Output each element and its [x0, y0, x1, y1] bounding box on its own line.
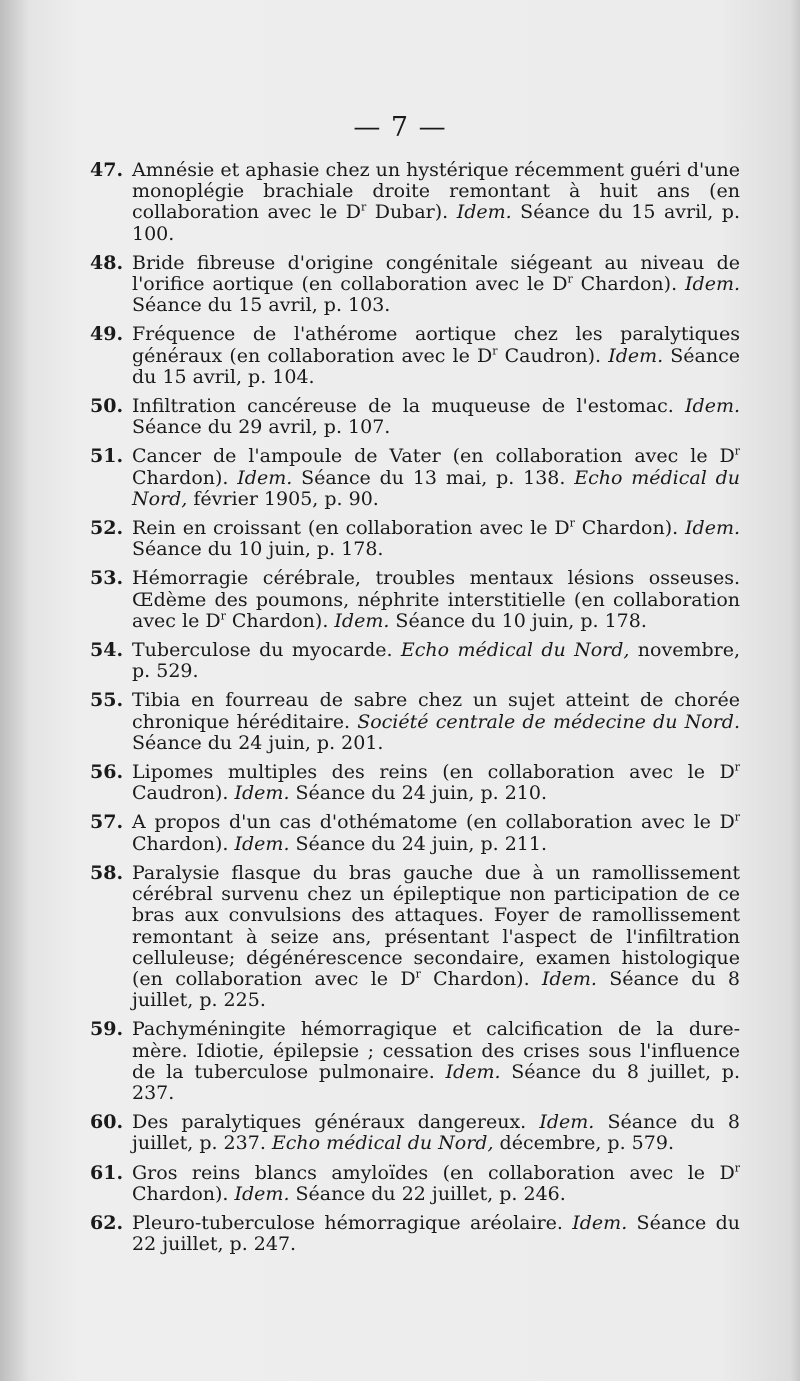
entry-fragment: Séance du 8 juillet, p. 225. — [132, 967, 740, 1012]
entry-fragment: Dubar). — [366, 201, 457, 224]
entry-fragment: Rein en croissant (en collaboration avec le D — [132, 517, 570, 540]
entry-number: 57. — [90, 811, 124, 834]
entry-text — [132, 1213, 740, 1255]
entry-fragment: Chardon). — [574, 517, 686, 540]
entry-fragment: février 1905, p. 90. — [187, 487, 379, 510]
entry-citation: Idem. — [234, 1182, 290, 1205]
entry-citation: Idem. — [445, 1060, 501, 1083]
bibliography-list — [90, 160, 740, 1263]
bibliography-entry — [90, 812, 740, 854]
entry-citation: Idem. — [685, 273, 740, 296]
entry-number: 54. — [90, 639, 124, 662]
entry-fragment: Bride fibreuse d'origine congénitale siégeant au niveau de l'orifice aortique (en collaboration avec le D — [132, 251, 740, 296]
bibliography-entry — [90, 762, 740, 804]
entry-citation: Idem. — [608, 344, 664, 367]
entry-fragment: Caudron). — [497, 344, 609, 367]
entry-fragment: A propos d'un cas d'othématome (en collaboration avec le D — [132, 811, 735, 834]
entry-citation: Echo médical du Nord, — [271, 1132, 494, 1155]
entry-fragment: Séance du 29 avril, p. 107. — [132, 416, 391, 439]
entry-fragment: novembre, p. 529. — [132, 639, 740, 683]
entry-number: 58. — [90, 861, 124, 884]
entry-fragment: Séance du 15 avril, p. 100. — [132, 201, 740, 245]
entry-fragment: Cancer de l'ampoule de Vater (en collaboration avec le D — [132, 445, 735, 468]
entry-citation: Idem. — [685, 395, 740, 418]
entry-fragment: Chardon). — [420, 967, 542, 990]
entry-fragment: Séance du 24 juin, p. 201. — [132, 731, 384, 754]
superscript: r — [360, 201, 367, 215]
entry-text — [132, 396, 740, 438]
entry-fragment: Chardon). — [572, 273, 686, 296]
entry-number: 61. — [90, 1161, 124, 1184]
entry-number: 48. — [90, 251, 124, 274]
entry-fragment: Séance du 8 juillet, p. 237. — [132, 1060, 740, 1104]
entry-text — [132, 1163, 740, 1205]
entry-number: 49. — [90, 323, 124, 346]
bibliography-entry — [90, 1213, 740, 1255]
entry-citation: Idem. — [237, 466, 293, 489]
entry-text — [132, 324, 740, 388]
superscript: r — [734, 1161, 740, 1175]
entry-fragment: Séance du 22 juillet, p. 247. — [132, 1211, 740, 1256]
entry-text — [132, 690, 740, 754]
entry-number: 55. — [90, 689, 124, 712]
entry-number: 53. — [90, 567, 124, 590]
entry-text — [132, 812, 740, 854]
entry-fragment: Pachyméningite hémorragique et calcification de la dure-mère. Idiotie, épilepsie ; cessation des crises sous l'influence de la tuberculose pulmonaire. — [132, 1018, 740, 1083]
entry-fragment: Caudron). — [132, 782, 235, 805]
entry-text — [132, 640, 740, 682]
bibliography-entry — [90, 640, 740, 682]
bibliography-entry — [90, 690, 740, 754]
entry-citation: Idem. — [539, 1111, 595, 1134]
bibliography-entry — [90, 568, 740, 632]
entry-fragment: Chardon). — [132, 1182, 235, 1205]
entry-fragment: Chardon). — [132, 466, 238, 489]
entry-citation: Idem. — [234, 832, 290, 855]
entry-fragment: Infiltration cancéreuse de la muqueuse de l'estomac. — [132, 395, 686, 418]
entry-text — [132, 863, 740, 1011]
entry-fragment: Des paralytiques généraux dangereux. — [132, 1111, 540, 1134]
entry-number: 51. — [90, 445, 124, 468]
entry-fragment: Fréquence de l'athérome aortique chez les paralytiques généraux (en collaboration avec le D — [132, 323, 740, 367]
entry-number: 60. — [90, 1111, 124, 1134]
entry-citation: Idem. — [334, 609, 390, 632]
page-number: — 7 — — [353, 112, 447, 143]
superscript: r — [220, 609, 226, 623]
entry-fragment: Hémorragie cérébrale, troubles mentaux lésions osseuses. Œdème des poumons, néphrite interstitielle (en collaboration avec le D — [132, 567, 740, 632]
entry-fragment: Séance du 24 juin, p. 211. — [289, 832, 547, 855]
entry-fragment: Tibia en fourreau de sabre chez un sujet atteint de chorée chronique héréditaire. — [132, 689, 740, 733]
entry-fragment: Chardon). — [225, 609, 335, 632]
bibliography-entry — [90, 863, 740, 1011]
bibliography-entry — [90, 1019, 740, 1104]
superscript: r — [569, 516, 575, 530]
entry-text — [132, 518, 740, 560]
entry-text — [132, 1112, 740, 1154]
entry-fragment: Pleuro-tuberculose hémorragique aréolaire. — [132, 1211, 573, 1234]
entry-fragment: Séance du 24 juin, p. 210. — [289, 782, 547, 805]
entry-fragment: Séance du 10 juin, p. 178. — [389, 609, 647, 632]
entry-fragment: Gros reins blancs amyloïdes (en collaboration avec le D — [132, 1161, 735, 1184]
entry-fragment: Séance du 22 juillet, p. 246. — [289, 1182, 566, 1205]
entry-fragment: Tuberculose du myocarde. — [132, 639, 401, 662]
entry-text — [132, 1019, 740, 1104]
entry-number: 47. — [90, 159, 124, 181]
entry-fragment: Lipomes multiples des reins (en collaboration avec le D — [132, 761, 735, 784]
entry-citation: Echo médical du Nord, — [400, 639, 630, 662]
entry-fragment: Séance du 10 juin, p. 178. — [132, 538, 384, 561]
entry-fragment: Chardon). — [132, 832, 235, 855]
entry-number: 62. — [90, 1211, 124, 1234]
bibliography-entry — [90, 518, 740, 560]
superscript: r — [415, 967, 421, 981]
entry-citation: Idem. — [685, 517, 741, 540]
entry-number: 56. — [90, 761, 124, 784]
bibliography-entry — [90, 1163, 740, 1205]
bibliography-entry — [90, 1112, 740, 1154]
entry-citation: Idem. — [456, 201, 512, 224]
entry-fragment: Séance du 8 juillet, p. 237. — [132, 1111, 741, 1155]
entry-fragment: Séance du 15 avril, p. 104. — [132, 344, 740, 388]
superscript: r — [734, 811, 740, 825]
entry-fragment: Séance du 13 mai, p. 138. — [292, 466, 575, 489]
entry-text — [132, 568, 740, 632]
entry-citation: Idem. — [541, 967, 597, 990]
entry-text — [132, 160, 740, 245]
entry-citation: Idem. — [572, 1211, 628, 1234]
superscript: r — [734, 760, 740, 774]
entry-citation: Idem. — [234, 782, 290, 805]
entry-text — [132, 762, 740, 804]
entry-number: 52. — [90, 517, 124, 540]
entry-text — [132, 446, 740, 510]
entry-citation: Echo médical du Nord, — [132, 466, 740, 510]
superscript: r — [492, 344, 498, 358]
entry-fragment: Paralysie flasque du bras gauche due à un ramollissement cérébral survenu chez un épileptique non participation de ce bras aux convulsions des attaques. Foyer de ramollissement remontant à seize ans, présentant l'aspect de l'infiltration celluleuse; dégénérescence secondaire, examen histologique (en collaboration avec le D — [132, 861, 740, 990]
superscript: r — [734, 445, 740, 459]
entry-fragment: décembre, p. 579. — [493, 1132, 674, 1155]
entry-fragment: Séance du 15 avril, p. 103. — [132, 294, 391, 317]
entry-text — [132, 253, 740, 317]
superscript: r — [567, 272, 573, 286]
entry-number: 59. — [90, 1018, 124, 1041]
bibliography-entry — [90, 446, 740, 510]
bibliography-entry — [90, 324, 740, 388]
entry-number: 50. — [90, 395, 124, 418]
entry-fragment: Amnésie et aphasie chez un hystérique récemment guéri d'une monoplégie brachiale droite remontant à huit ans (en collaboration avec le D — [132, 159, 740, 224]
entry-citation: Société centrale de médecine du Nord. — [357, 710, 740, 733]
bibliography-entry — [90, 253, 740, 317]
bibliography-entry — [90, 160, 740, 245]
bibliography-entry — [90, 396, 740, 438]
